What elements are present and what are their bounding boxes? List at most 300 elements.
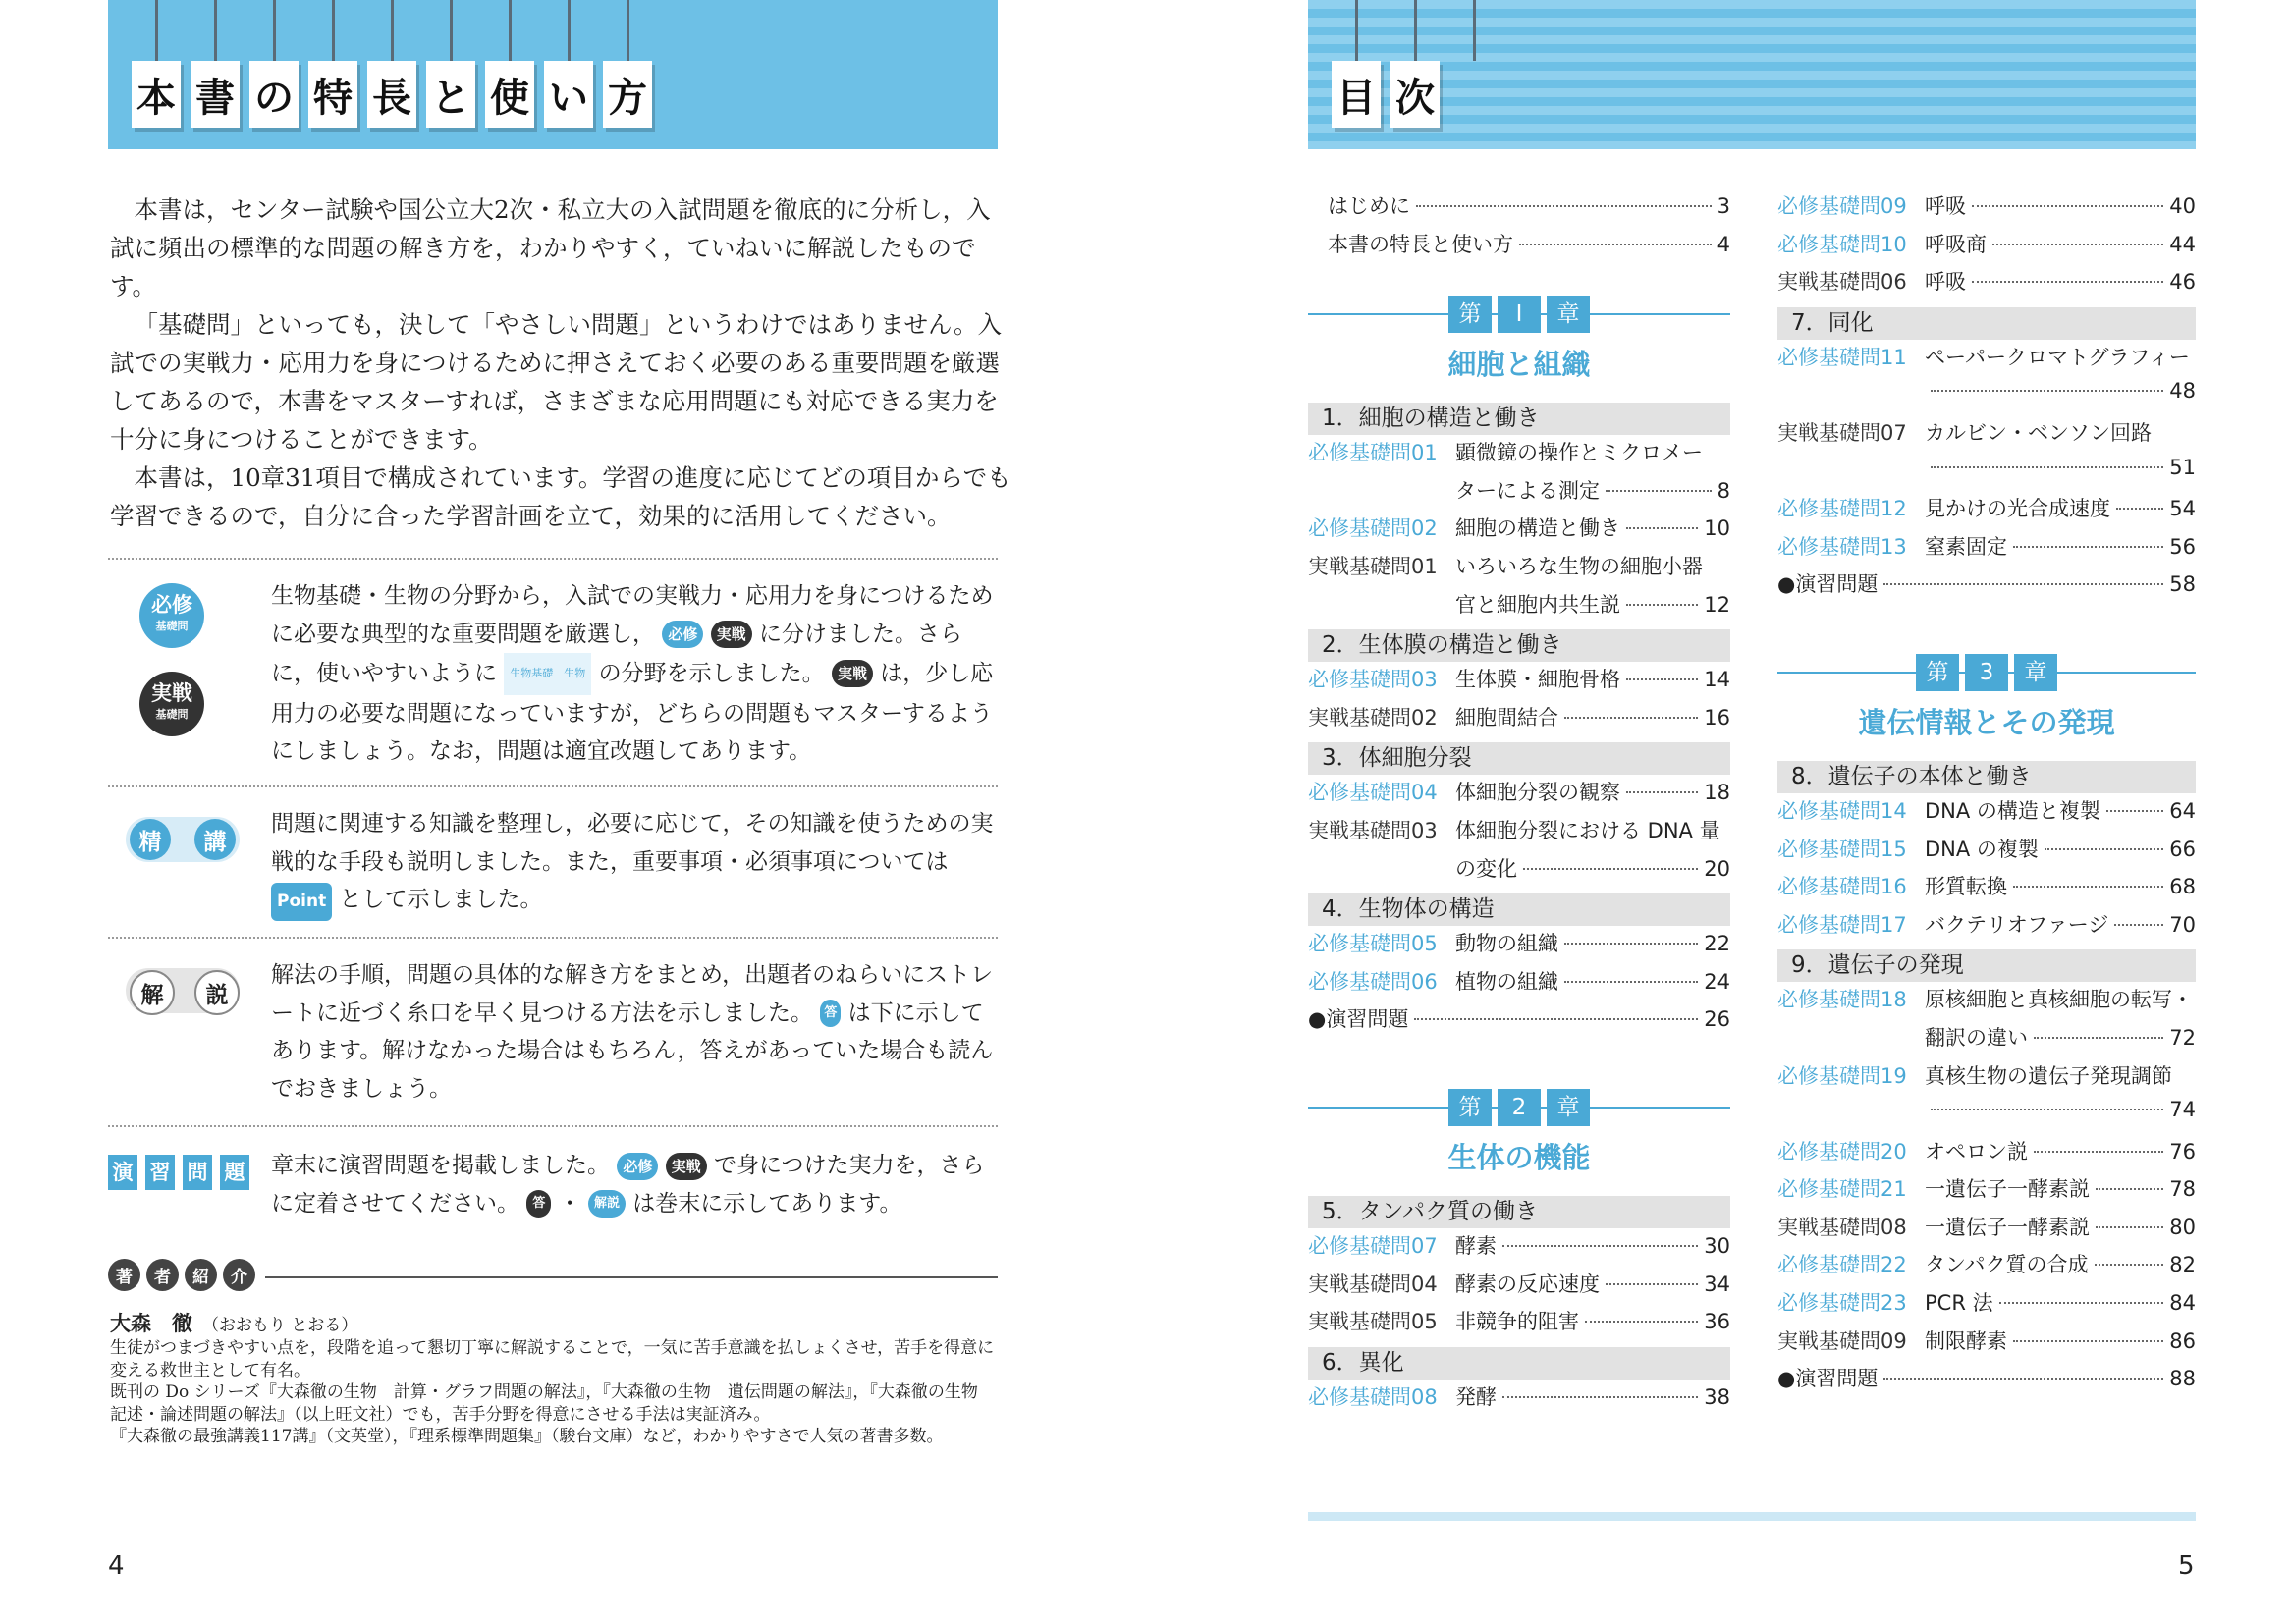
title-char-tag: 特 [308,61,357,128]
toc-page: 78 [2169,1177,2196,1202]
toc-code: 必修基礎問22 [1777,1253,1907,1277]
author-bio-paragraph: 生徒がつまづきやすい点を，段階を追って懇切丁寧に解説することで，一気に苦手意識を払しょくさせ，苦手を得意に変える救世主として有名。 [110,1338,995,1380]
toc-title: DNA の構造と複製 [1925,798,2100,823]
toc-row[interactable] [1777,1173,2196,1212]
toc-row[interactable] [1308,1230,1730,1269]
title-char-tag: 本 [132,61,181,128]
toc-page: 82 [2169,1253,2196,1277]
chapter-number-box: 章 [2014,654,2057,691]
toc-leader [2096,1226,2163,1228]
toc-row[interactable] [1308,664,1730,702]
toc-leader [2106,810,2163,812]
chapter-heading [1308,286,1730,400]
toc-row[interactable] [1308,702,1730,740]
toc-page: 58 [2169,572,2196,597]
enshu-tag: 演 [108,1155,137,1190]
seiko-description [271,805,1000,921]
toc-row[interactable] [1308,853,1730,892]
toc-leader [2045,848,2163,850]
toc-row[interactable] [1308,229,1730,267]
answer-icon: 答 [526,1190,551,1218]
chapter-number [1448,1089,1590,1126]
kaisetsu-badge-right: 説 [194,970,240,1015]
toc-code: 実戦基礎問09 [1777,1328,1907,1353]
toc-title: 呼吸 [1925,270,1966,295]
toc-page: 88 [2169,1367,2196,1391]
toc-row[interactable] [1777,342,2196,380]
chapter-number-box: Ⅰ [1498,296,1541,333]
toc-code: 必修基礎問16 [1777,875,1907,899]
toc-leader [2096,1188,2163,1190]
toc-title: 発酵 [1455,1384,1497,1409]
chapter-number-box: 第 [1916,654,1959,691]
toc-row[interactable] [1777,909,2196,947]
chapter-number-box: 第 [1448,296,1492,333]
toc-title: 細胞の構造と働き [1455,516,1620,541]
toc-row[interactable] [1777,1287,2196,1326]
hisshu-inline-icon: 必修 [662,621,703,648]
jissen-inline-icon: 実戦 [711,621,752,648]
toc-row[interactable] [1777,229,2196,267]
toc-page: 48 [2169,379,2196,404]
kiso-text: の分野を示しました。 [598,660,825,686]
kiso-text: は，少し応用力の必要な問題になっていますが，どちらの問題もマスターするようにしましょう。なお，問題は適宜改題してあります。 [271,660,994,764]
toc-leader [2114,924,2163,926]
toc-title: 翻訳の違い [1925,1025,2028,1050]
seiko-badge-right: 講 [194,819,236,860]
spacer [1308,1042,1730,1079]
enshu-tag: 問 [183,1155,212,1190]
toc-title: 一遺伝子一酵素説 [1925,1215,2090,1239]
left-title-banner [108,0,998,149]
toc-page: 20 [1704,856,1730,881]
intro-paragraph: 本書は，センター試験や国公立大2次・私立大の入試問題を徹底的に分析し，入試に頻出の標準的な問題の解き方を，わかりやすく，ていねいに解説したものです。 [110,195,991,300]
toc-row[interactable] [1777,1212,2196,1250]
toc-row[interactable] [1777,1098,2196,1136]
hisshu-inline-icon: 必修 [617,1153,658,1180]
toc-title: オペロン説 [1925,1139,2028,1164]
toc-title: ●演習問題 [1308,1007,1409,1032]
toc-title: 動物の組織 [1455,932,1558,956]
toc-row[interactable] [1777,190,2196,229]
toc-row[interactable] [1777,1022,2196,1060]
chapter-number [1916,654,2057,691]
toc-row[interactable] [1308,815,1730,853]
toc-leader [2013,546,2163,548]
toc-title: ターによる測定 [1455,478,1600,503]
title-char-tag: 目 [1332,61,1381,128]
author-name-text: 大森 徹 [110,1312,192,1335]
toc-code: 実戦基礎問06 [1777,270,1907,295]
toc-title [1332,61,1449,128]
chapter-number-box: 2 [1498,1089,1541,1126]
toc-row[interactable] [1308,589,1730,627]
toc-row[interactable] [1308,1306,1730,1344]
intro-paragraph: 「基礎問」といっても，決して「やさしい問題」というわけではありません。入試での実戦力・応用力を身につけるために押さえておく必要のある重要問題を厳選してあるので，本書をマスターすれば，さまざまな応用問題にも対応できる実力を十分に身につけることができます。 [110,310,1002,454]
toc-row[interactable] [1777,266,2196,304]
toc-leader [1606,1283,1698,1285]
right-page [1145,0,2290,1624]
toc-code: 必修基礎問15 [1777,837,1907,861]
toc-page: 12 [1704,592,1730,617]
toc-row[interactable] [1308,928,1730,966]
toc-title: 制限酵素 [1925,1328,2007,1353]
toc-title: 顕微鏡の操作とミクロメー [1455,441,1703,465]
toc-code: 実戦基礎問07 [1777,420,1907,445]
toc-code: 実戦基礎問02 [1308,705,1438,730]
title-char-tag: と [426,61,475,128]
toc-title: 植物の組織 [1455,969,1558,994]
toc-title: 本書の特長と使い方 [1328,232,1513,256]
title-char-tag: 方 [603,61,652,128]
author-bio-paragraph: 『大森徹の最強講義117講』（文英堂），『理系標準問題集』（駿台文庫）など，わかりやすさで人気の著書多数。 [110,1427,944,1446]
toc-page: 30 [1704,1233,1730,1258]
toc-code: 必修基礎問05 [1308,932,1438,956]
toc-row[interactable] [1777,1326,2196,1364]
toc-code: 必修基礎問13 [1777,534,1907,559]
section-seiko [108,803,998,921]
chapter-title: 遺伝情報とその発現 [1858,705,2115,739]
toc-page: 14 [1704,668,1730,692]
toc-title: 細胞間結合 [1455,705,1558,730]
toc-leader [1626,604,1698,606]
jissen-badge [139,672,204,736]
toc-row[interactable] [1308,551,1730,589]
toc-leader [1931,390,2163,392]
toc-leader [1564,943,1698,945]
toc-leader [1626,527,1698,529]
toc-title: 生体膜・細胞骨格 [1455,668,1620,692]
toc-code: 必修基礎問17 [1777,912,1907,937]
seiko-text: として示しました。 [339,887,543,912]
hisshu-badge-label: 必修 [151,593,192,617]
toc-leader [1931,466,2163,468]
divider [108,558,998,560]
toc-code: 必修基礎問02 [1308,516,1438,541]
toc-code: 必修基礎問21 [1777,1177,1907,1202]
enshu-tags [108,1155,257,1190]
page-number: 5 [2178,1551,2195,1581]
toc-row[interactable] [1308,966,1730,1004]
toc-code: 必修基礎問03 [1308,668,1438,692]
toc-row[interactable] [1777,1060,2196,1099]
toc-leader [1416,205,1712,207]
kaisetsu-description [271,956,1000,1108]
divider [108,1125,998,1127]
toc-leader [1972,281,2163,283]
kaisetsu-text: 解法の手順，問題の具体的な解き方をまとめ，出題者のねらいにストレートに近づく糸口を早く見つける方法を示しました。 [271,962,994,1026]
toc-page: 10 [1704,516,1730,541]
enshu-text: ・ [558,1190,581,1217]
toc-row[interactable] [1777,1136,2196,1174]
jissen-badge-label: 実戦 [151,681,192,705]
toc-row[interactable] [1777,417,2196,456]
toc-page: 44 [2169,232,2196,256]
toc-title: ●演習問題 [1777,1367,1879,1391]
toc-page: 16 [1704,705,1730,730]
spacer [1308,266,1730,286]
toc-title: カルビン・ベンソン回路 [1925,420,2152,445]
toc-row[interactable] [1308,513,1730,551]
author-tag: 紹 [185,1259,217,1291]
toc-code: 必修基礎問07 [1308,1233,1438,1258]
toc-code: 実戦基礎問05 [1308,1310,1438,1334]
toc-title: 原核細胞と真核細胞の転写・ [1925,988,2193,1012]
toc-title: 体細胞分裂の観察 [1455,781,1620,805]
spacer [1777,607,2196,644]
toc-code: 実戦基礎問08 [1777,1215,1907,1239]
toc-title: 酵素の反応速度 [1455,1272,1600,1296]
title-char-tag: 次 [1390,61,1440,128]
kiso-text: に分けました。さらに，使いやすいように [271,621,962,686]
toc-title: 見かけの光合成速度 [1925,497,2110,521]
toc-title: はじめに [1328,194,1410,218]
toc-leader [1931,1109,2163,1110]
chapter-number-box: 第 [1448,1089,1492,1126]
toc-section-heading: 2．生体膜の構造と働き [1308,629,1730,662]
toc-row[interactable] [1308,1003,1730,1042]
hisshu-badge [139,583,204,648]
divider [108,937,998,939]
toc-section-heading: 1．細胞の構造と働き [1308,403,1730,435]
toc-leader [1519,244,1712,245]
toc-row[interactable] [1777,834,2196,872]
toc-page: 64 [2169,798,2196,823]
toc-leader [2034,1037,2163,1039]
page-title [132,61,662,128]
toc-title: 官と細胞内共生説 [1455,592,1620,617]
toc-page: 18 [1704,781,1730,805]
toc-code: 必修基礎問09 [1777,194,1907,218]
toc-title: タンパク質の合成 [1925,1253,2089,1277]
toc-row[interactable] [1777,871,2196,909]
section-enshu [108,1147,998,1225]
toc-title: 一遺伝子一酵素説 [1925,1177,2090,1202]
toc-leader [2116,508,2163,510]
toc-leader [2095,1264,2164,1266]
toc-row[interactable] [1777,531,2196,569]
toc-code: 実戦基礎問01 [1308,554,1438,578]
page-number: 4 [108,1551,125,1581]
title-char-tag: 長 [367,61,416,128]
author-tag: 介 [223,1259,255,1291]
toc-row[interactable] [1777,984,2196,1022]
toc-title: ●演習問題 [1777,572,1879,597]
toc-code: 必修基礎問04 [1308,781,1438,805]
toc-page: 74 [2169,1098,2196,1122]
toc-page: 51 [2169,455,2196,479]
toc-title: の変化 [1455,856,1517,881]
toc-leader [1626,678,1698,680]
jissen-inline-icon: 実戦 [666,1153,707,1180]
author-tag: 者 [146,1259,179,1291]
toc-title: PCR 法 [1925,1291,1993,1316]
toc-leader [2013,1340,2163,1342]
jissen-badge-sub: 基礎問 [155,708,189,721]
toc-title: ペーパークロマトグラフィー [1925,345,2190,369]
toc-row[interactable] [1777,493,2196,531]
author-bio [110,1337,1004,1448]
toc-page: 80 [2169,1215,2196,1239]
toc-title: 非競争的阻害 [1455,1310,1579,1334]
hisshu-badge-sub: 基礎問 [155,620,189,632]
section-kaisetsu [108,954,998,1111]
toc-code: 実戦基礎問04 [1308,1272,1438,1296]
toc-title: いろいろな生物の細胞小器 [1455,554,1703,578]
toc-section-heading: 9．遺伝子の発現 [1777,949,2196,982]
toc-code: 必修基礎問23 [1777,1291,1907,1316]
author-reading: （おおもり とおる） [202,1316,358,1335]
toc-code: 必修基礎問08 [1308,1384,1438,1409]
toc-leader [1999,1302,2164,1304]
toc-code: 必修基礎問20 [1777,1139,1907,1164]
toc-page: 26 [1704,1007,1730,1032]
seiko-badge-left: 精 [130,819,171,860]
chapter-number-box: 章 [1547,1089,1590,1126]
toc-code: 必修基礎問19 [1777,1063,1907,1088]
author-name [110,1308,357,1337]
toc-leader [1414,1018,1698,1020]
kiso-text: 生物基礎・生物の分野から，入試での実戦力・応用力を身につけるために必要な典型的な重要問題を厳選し， [271,583,994,647]
toc-page: 8 [1717,478,1730,503]
chapter-title: 生体の機能 [1447,1140,1591,1174]
chapter-number-box: 章 [1547,296,1590,333]
toc-section-heading: 8．遺伝子の本体と働き [1777,761,2196,793]
toc-section-heading: 7．同化 [1777,307,2196,340]
toc-title: 窒素固定 [1925,534,2007,559]
toc-row[interactable] [1777,568,2196,607]
jissen-inline-icon: 実戦 [832,660,873,687]
title-char-tag: い [544,61,593,128]
toc-row[interactable] [1777,795,2196,834]
toc-code: 必修基礎問14 [1777,798,1907,823]
toc-section-heading: 5．タンパク質の働き [1308,1196,1730,1228]
toc-page: 4 [1717,232,1730,256]
toc-leader [1502,1396,1698,1398]
intro-paragraph: 本書は，10章31項目で構成されています。学習の進度に応じてどの項目からでも学習できるので，自分に合った学習計画を立て，効果的に活用してください。 [110,463,1011,530]
right-title-banner [1308,0,2196,149]
toc-leader [1626,791,1698,793]
footer-bar [1308,1512,2196,1521]
toc-leader [1972,205,2163,207]
toc-section-heading: 4．生物体の構造 [1308,893,1730,926]
toc-leader [1883,1378,2163,1380]
toc-leader [1992,244,2163,245]
toc-column-1 [1308,190,1730,1419]
chapter-number [1448,296,1590,333]
author-divider [265,1276,998,1278]
toc-code: 実戦基礎問03 [1308,818,1438,842]
toc-title: バクテリオファージ [1925,912,2109,937]
toc-row[interactable] [1308,1381,1730,1420]
toc-row[interactable] [1308,190,1730,229]
toc-code: 必修基礎問10 [1777,232,1907,256]
kaisetsu-badge-left: 解 [130,970,175,1015]
author-tag: 著 [108,1259,140,1291]
toc-section-heading: 6．異化 [1308,1347,1730,1380]
toc-code: 必修基礎問12 [1777,497,1907,521]
toc-leader [1523,868,1698,870]
toc-section-heading: 3．体細胞分裂 [1308,742,1730,775]
author-heading [108,1259,261,1291]
title-char-tag: 書 [191,61,240,128]
title-char-tag: の [249,61,299,128]
toc-title: 酵素 [1455,1233,1497,1258]
toc-code: 必修基礎問01 [1308,441,1438,465]
toc-row[interactable] [1777,1363,2196,1401]
toc-row[interactable] [1308,1269,1730,1307]
toc-title: 形質転換 [1925,875,2007,899]
toc-page: 68 [2169,875,2196,899]
divider [108,785,998,787]
toc-title: 真核生物の遺伝子発現調節 [1925,1063,2172,1088]
toc-leader [1564,981,1698,983]
enshu-text: で身につけた実力を，さらに定着させてください。 [271,1153,985,1217]
toc-row[interactable] [1308,475,1730,514]
toc-page: 22 [1704,932,1730,956]
toc-page: 24 [1704,969,1730,994]
toc-leader [2034,1151,2163,1153]
chapter-heading [1308,1079,1730,1193]
toc-row[interactable] [1777,456,2196,494]
toc-page: 40 [2169,194,2196,218]
toc-page: 76 [2169,1139,2196,1164]
toc-row[interactable] [1777,1249,2196,1287]
toc-code: 必修基礎問06 [1308,969,1438,994]
answer-icon: 答 [820,1000,841,1027]
author-bio-paragraph: 既刊の Do シリーズ『大森徹の生物 計算・グラフ問題の解法』，『大森徹の生物 遺伝問題の解法』，『大森徹の生物 記述・論述問題の解法』（以上旺文社）でも，苦手分野を得意にさせる手法は実証済み。 [110,1382,995,1425]
toc-code: 必修基礎問11 [1777,345,1907,369]
toc-row[interactable] [1308,777,1730,815]
toc-column-2 [1777,190,2196,1401]
point-icon: Point [271,883,332,921]
toc-code: 必修基礎問18 [1777,988,1907,1012]
enshu-tag: 習 [145,1155,175,1190]
toc-leader [1606,490,1712,492]
toc-title: 呼吸商 [1925,232,1987,256]
toc-leader [2013,886,2163,888]
toc-page: 34 [1704,1272,1730,1296]
toc-title: DNA の複製 [1925,837,2039,861]
enshu-tag: 題 [220,1155,249,1190]
title-char-tag: 使 [485,61,534,128]
enshu-description [271,1147,1000,1222]
toc-row[interactable] [1308,437,1730,475]
toc-page: 84 [2169,1291,2196,1316]
kiso-description [271,577,1000,771]
enshu-text: 章末に演習問題を掲載しました。 [271,1153,610,1178]
toc-row[interactable] [1777,379,2196,417]
seiko-text: 問題に関連する知識を整理し，必要に応じて，その知識を使うための実戦的な手段も説明しました。また，重要事項・必須事項については [271,811,994,875]
toc-leader [1502,1245,1698,1247]
toc-page: 70 [2169,912,2196,937]
kaisetsu-text: は下に示してあります。解けなかった場合はもちろん，答えがあっていた場合も読んでおきましょう。 [271,1000,994,1102]
toc-leader [1585,1321,1698,1323]
toc-page: 72 [2169,1025,2196,1050]
toc-page: 56 [2169,534,2196,559]
enshu-text: は巻末に示してあります。 [632,1190,902,1217]
chapter-title: 細胞と組織 [1447,348,1591,382]
toc-title: 呼吸 [1925,194,1966,218]
field-label-icon: 生物基礎 生物 [504,653,591,695]
toc-page: 54 [2169,497,2196,521]
chapter-heading [1777,644,2196,758]
intro-text [110,190,1013,535]
toc-page: 46 [2169,270,2196,295]
toc-title: 体細胞分裂における DNA 量 [1455,818,1720,842]
toc-page: 38 [1704,1384,1730,1409]
toc-page: 86 [2169,1328,2196,1353]
